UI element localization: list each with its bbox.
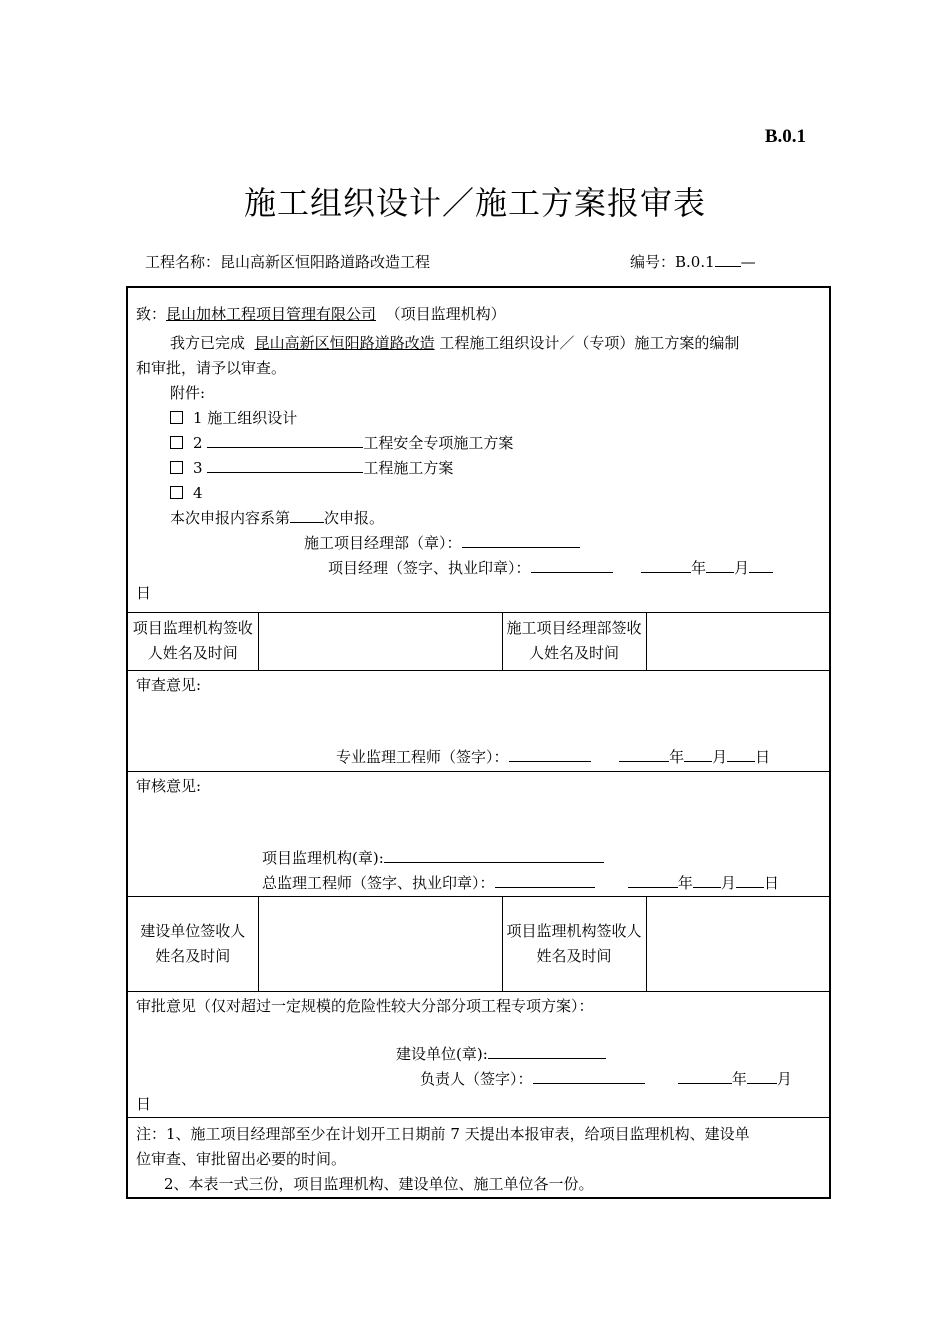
manager-signature-blank[interactable]: [531, 558, 613, 573]
manager-month-blank[interactable]: [706, 558, 734, 573]
audit-label: 审核意见:: [136, 776, 202, 795]
note-1-continued: 位审查、审批留出必要的时间。: [136, 1149, 347, 1168]
audit-section: [127, 771, 830, 896]
receipt-row-1: [127, 612, 830, 670]
chief-month-blank[interactable]: [693, 873, 721, 888]
audit-org-line: 项目监理机构(章):: [136, 846, 821, 871]
approval-label: 审批意见（仅对超过一定规模的危险性较大分部分项工程专项方案）：: [136, 996, 594, 1015]
submission-count-line: 本次申报内容系第 次申报。: [170, 509, 385, 527]
approval-form-table: [126, 286, 831, 1199]
checkbox-4[interactable]: [170, 486, 183, 499]
note-1-line: 注：1、施工项目经理部至少在计划开工日期前 7 天提出本报审表，给项目监理机构、建设单: [136, 1124, 750, 1143]
responsible-person-line: 负责人（签字）： 年 月: [420, 1069, 792, 1088]
review-signature-blank[interactable]: [509, 747, 591, 762]
attachment-3: 3 工程施工方案: [136, 456, 821, 481]
construction-receipt-field[interactable]: [646, 612, 830, 670]
intro-line: 我方已完成 昆山高新区恒阳路道路改造 工程施工组织设计／（专项）施工方案的编制: [170, 334, 740, 352]
attachment-3-blank[interactable]: [207, 458, 363, 473]
project-manager-line: 项目经理（签字、执业印章）： 年 月: [136, 556, 821, 581]
review-label: 审查意见:: [136, 675, 202, 694]
checkbox-1[interactable]: [170, 411, 183, 424]
approval-day-label: 日: [136, 1094, 152, 1113]
review-signer-line: 专业监理工程师（签字）： 年 月 日: [336, 747, 771, 766]
receipt-row-2: [127, 896, 830, 991]
submission-count-blank[interactable]: [290, 508, 324, 523]
note-2-line: 2、本表一式三份，项目监理机构、建设单位、施工单位各一份。: [164, 1174, 594, 1193]
approval-year-blank[interactable]: [678, 1069, 732, 1084]
addressee-org: 昆山加林工程项目管理有限公司: [166, 305, 377, 323]
manager-day-label: 日: [136, 584, 152, 602]
manager-year-blank[interactable]: [641, 558, 691, 573]
code-label: 编号：B.0.1: [630, 253, 715, 271]
attachment-1: 1 施工组织设计: [136, 406, 821, 431]
review-section: [127, 670, 830, 771]
approval-month-blank[interactable]: [747, 1069, 777, 1084]
project-label: 工程名称：: [145, 253, 221, 271]
addressee-line: 致：昆山加林工程项目管理有限公司 （项目监理机构）: [136, 305, 506, 323]
review-day-blank[interactable]: [727, 747, 755, 762]
responsible-signature-blank[interactable]: [533, 1069, 645, 1084]
review-month-blank[interactable]: [684, 747, 712, 762]
code-blank[interactable]: [715, 252, 741, 267]
page-title: 施工组织设计／施工方案报审表: [243, 184, 706, 222]
chief-engineer-line: 总监理工程师（签字、执业印章）： 年 月 日: [262, 873, 779, 892]
audit-org-blank[interactable]: [384, 848, 604, 863]
manager-day-blank[interactable]: [749, 558, 773, 573]
project-name: 昆山高新区恒阳路道路改造工程: [220, 253, 431, 271]
approval-section: [127, 991, 830, 1117]
form-number: B.0.1: [764, 126, 806, 147]
chief-signature-blank[interactable]: [495, 873, 595, 888]
owner-receipt-field[interactable]: [258, 896, 502, 991]
code-row: [630, 251, 756, 272]
intro-line2: 和审批，请予以审查。: [136, 359, 287, 377]
attachments-label: 附件:: [170, 384, 206, 402]
review-year-blank[interactable]: [619, 747, 669, 762]
checkbox-2[interactable]: [170, 436, 183, 449]
owner-unit-blank[interactable]: [488, 1044, 606, 1059]
supervision-receipt-field[interactable]: [258, 612, 502, 670]
chief-year-blank[interactable]: [628, 873, 678, 888]
intro-project: 昆山高新区恒阳路道路改造: [254, 334, 435, 352]
owner-unit-line: 建设单位(章):: [136, 1042, 821, 1067]
attachment-4: 4: [136, 481, 821, 506]
supervision-receipt2-label: 项目监理机构签收人姓名及时间: [502, 896, 646, 991]
owner-receipt-label: 建设单位签收人姓名及时间: [127, 896, 258, 991]
checkbox-3[interactable]: [170, 461, 183, 474]
notes-section: [127, 1117, 830, 1198]
attachment-2: 2 工程安全专项施工方案: [136, 431, 821, 456]
construction-receipt-label: 施工项目经理部签收人姓名及时间: [502, 612, 646, 670]
supervision-receipt-label: 项目监理机构签收人姓名及时间: [127, 612, 258, 670]
construction-dept-blank[interactable]: [462, 533, 580, 548]
code-suffix: —: [740, 253, 756, 271]
project-name-row: [145, 251, 430, 272]
chief-day-blank[interactable]: [736, 873, 764, 888]
submission-section: [127, 287, 830, 612]
construction-dept-line: 施工项目经理部（章）：: [136, 531, 821, 556]
supervision-receipt2-field[interactable]: [646, 896, 830, 991]
attachment-2-blank[interactable]: [207, 433, 363, 448]
